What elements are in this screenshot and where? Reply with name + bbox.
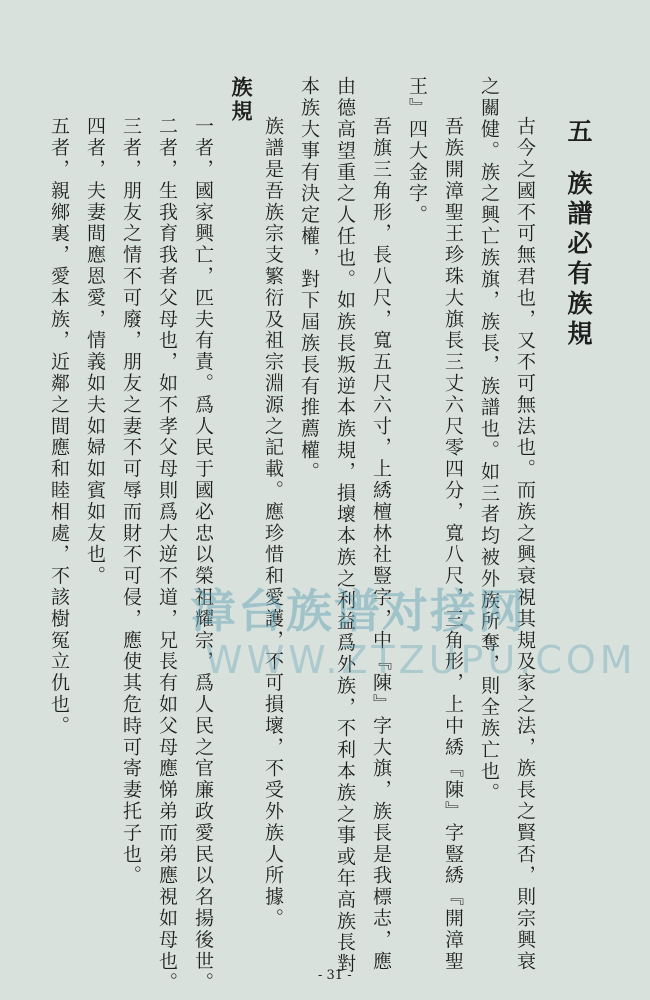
paragraph-line-2: 之關健。族之興亡族旗，族長，族譜也。如三者均被外族所奪，則全族亡也。 — [478, 76, 500, 804]
rule-item-2: 二者，生我育我者父母也，如不孝父母則爲大逆不道，兄長有如父母應悌弟而弟應視如母也。 — [156, 116, 178, 994]
section-heading — [560, 118, 596, 350]
section-title: 族譜必有族規 — [564, 170, 593, 350]
rule-item-4: 四者，夫妻間應恩愛，情義如夫如婦如賓如友也。 — [84, 116, 106, 587]
page-number: - 31 - — [318, 968, 352, 983]
rule-item-3: 三者，朋友之情不可廢，朋友之妻不可辱而財不可侵，應使其危時可寄妻托子也。 — [120, 116, 142, 887]
rule-item-1: 一者，國家興亡，匹夫有責。爲人民于國必忠以榮祖耀宗，爲人民之官廉政愛民以名揚後世。 — [192, 116, 214, 994]
paragraph-line-4: 王』四大金字。 — [406, 76, 428, 226]
paragraph-line-7: 本族大事有決定權，對下屆族長有推薦權。 — [298, 76, 320, 483]
paragraph-line-3: 吾族開漳聖王珍珠大旗長三丈六尺零四分，寬八尺，三角形，上中綉『陳』字豎綉『開漳聖 — [442, 116, 464, 972]
paragraph-line-6: 由德高望重之人任也。如族長叛逆本族規，損壞本族之利益爲外族，不利本族之事或年高族長對 — [334, 76, 356, 975]
watermark-url: WWW.ZTZUPU.COM — [205, 638, 637, 682]
watermark-text: 漳台族谱对接网 — [190, 584, 526, 638]
paragraph-line-1: 古今之國不可無君也，又不可無法也。而族之興衰視其規及家之法，族長之賢否，則宗興衰 — [514, 116, 536, 972]
rules-heading: 族規 — [229, 76, 253, 124]
paragraph-line-8: 族譜是吾族宗支繁衍及祖宗淵源之記載。應珍惜和愛護，不可損壞，不受外族人所據。 — [262, 116, 284, 930]
paragraph-line-5: 吾旗三角形，長八尺，寬五尺六寸，上綉檀林社豎字，中『陳』字大旗，族長是我標志，應 — [370, 116, 392, 972]
section-number: 五 — [564, 118, 593, 148]
rule-item-5: 五者，親鄉裏，愛本族，近鄰之間應和睦相處，不該樹冤立仇也。 — [48, 116, 70, 737]
